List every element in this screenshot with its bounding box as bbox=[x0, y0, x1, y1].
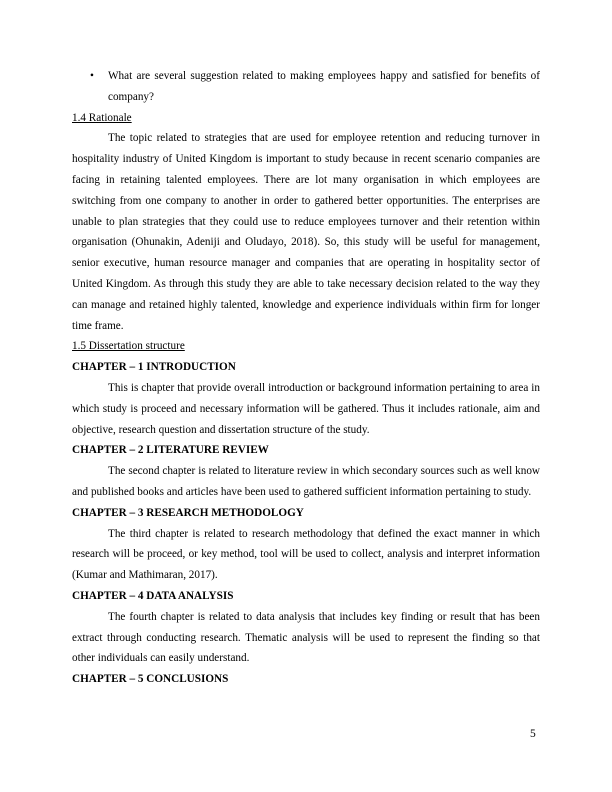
chapter-1-text: This is chapter that provide overall introduction or background information pertaining to area in which study is proceed and necessary information will be gathered. Thus it includes rationale, aim and objective, research question and dissertation structure of the study. bbox=[72, 381, 540, 436]
bullet-icon: • bbox=[90, 70, 94, 82]
chapter-4-text: The fourth chapter is related to data analysis that includes key finding or result that has been extract through conducting research. Thematic analysis will be used to represent the finding so that other individuals can easily understand. bbox=[72, 610, 540, 665]
chapter-4-title: CHAPTER – 4 DATA ANALYSIS bbox=[72, 589, 234, 602]
bullet-item bbox=[72, 66, 540, 108]
chapter-2-text: The second chapter is related to literature review in which secondary sources such as well know and published books and articles have been used to gathered sufficient information pertaining to study. bbox=[72, 465, 540, 498]
chapter-3-title: CHAPTER – 3 RESEARCH METHODOLOGY bbox=[72, 506, 304, 519]
chapter-2-title: CHAPTER – 2 LITERATURE REVIEW bbox=[72, 444, 269, 457]
structure-heading: 1.5 Dissertation structure bbox=[72, 340, 185, 353]
bullet-text: What are several suggestion related to making employees happy and satisfied for benefits of company? bbox=[108, 70, 540, 103]
chapter-3-text: The third chapter is related to research methodology that defined the exact manner in which research will be proceed, or key method, tool will be used to collect, analysis and interpret information (Kumar and Mathimaran, 2017). bbox=[72, 527, 540, 582]
rationale-paragraph: The topic related to strategies that are used for employee retention and reducing turnover in hospitality industry of United Kingdom is important to study because in recent scenario companies are facing in retaining talented employees. There are lot many organisation in which employees are switching from one company to another in order to gathered better opportunities. The enterprises are unable to plan strategies that they could use to reduce employees turnover and their retention within organisation (Ohunakin, Adeniji and Oludayo, 2018). So, this study will be useful for management, senior executive, human resource manager and companies that are operating in hospitality sector of United Kingdom. As through this study they are able to take necessary decision related to the way they can manage and retained highly talented, knowledge and experience individuals within firm for longer time frame. bbox=[72, 132, 540, 332]
chapter-5-title: CHAPTER – 5 CONCLUSIONS bbox=[72, 673, 229, 686]
chapter-1-title: CHAPTER – 1 INTRODUCTION bbox=[72, 361, 236, 374]
rationale-heading: 1.4 Rationale bbox=[72, 111, 132, 124]
page-number: 5 bbox=[530, 728, 536, 740]
document-page bbox=[72, 66, 540, 690]
